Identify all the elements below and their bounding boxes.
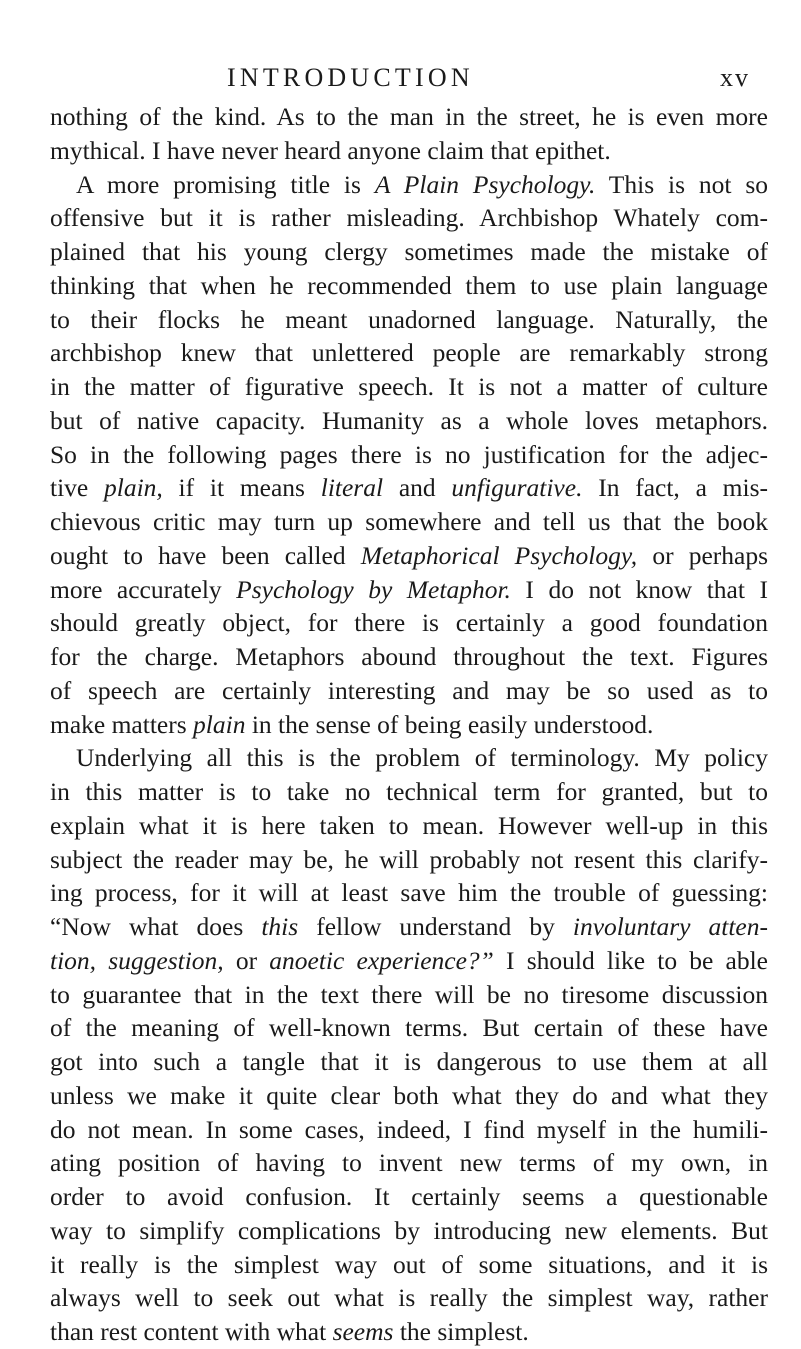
text-line: than rest content with what seems the simplest.	[50, 1317, 529, 1346]
italic-phrase: literal	[320, 473, 384, 503]
text-line: in the matter of figurative speech. It is not a matter of culture	[50, 372, 768, 401]
text-line: but of native capacity. Humanity as a whole loves metaphors.	[50, 405, 768, 435]
text-line: nothing of the kind. As to the man in the street, he is even more	[50, 102, 768, 131]
body-text	[50, 100, 768, 1349]
italic-phrase: involuntary atten-	[572, 912, 768, 941]
italic-phrase: Metaphorical Psychology,	[360, 540, 638, 570]
italic-phrase: Psychology by Metaphor.	[236, 574, 511, 604]
text-line: “Now what does this fellow understand by involuntary atten-	[50, 912, 768, 941]
text-line: it really is the simplest way out of some situations, and it is	[50, 1249, 768, 1279]
italic-phrase: unfigurative.	[451, 473, 583, 503]
italic-phrase: plain	[193, 709, 246, 739]
italic-phrase: plain,	[104, 473, 163, 503]
text-line: should greatly object, for there is certainly a good foundation	[50, 608, 768, 638]
text-line: for the charge. Metaphors abound throughout the text. Figures	[50, 642, 768, 671]
text-line: way to simplify complications by introducing new elements. But	[50, 1215, 768, 1245]
text-line: mythical. I have never heard anyone claim that epithet.	[50, 135, 611, 165]
text-line: thinking that when he recommended them to use plain language	[50, 270, 768, 300]
running-title: INTRODUCTION	[227, 63, 474, 92]
text-line: ating position of having to invent new terms of my own, in	[50, 1148, 768, 1178]
running-head	[0, 58, 801, 98]
text-line: always well to seek out what is really the simplest way, rather	[50, 1283, 768, 1313]
text-line: archbishop knew that unlettered people are remarkably strong	[50, 338, 768, 368]
text-line: of the meaning of well-known terms. But certain of these have	[50, 1013, 768, 1043]
italic-phrase: anoetic experience?”	[269, 945, 494, 975]
text-line: tive plain, if it means literal and unfigurative. In fact, a mis-	[50, 473, 768, 503]
italic-phrase: tion, suggestion,	[50, 945, 224, 975]
text-line: ought to have been called Metaphorical Psychology, or perhaps	[50, 540, 768, 570]
text-line: Underlying all this is the problem of terminology. My policy	[76, 743, 768, 773]
text-line: ing process, for it will at least save him the trouble of guessing:	[50, 878, 768, 908]
text-line: do not mean. In some cases, indeed, I find myself in the humili-	[50, 1114, 768, 1144]
italic-phrase: A Plain Psychology.	[374, 169, 596, 199]
italic-phrase: seems	[332, 1317, 394, 1346]
text-line: subject the reader may be, he will probably not resent this clarify-	[50, 844, 768, 874]
text-line: got into such a tangle that it is dangerous to use them at all	[50, 1047, 768, 1076]
text-line: in this matter is to take no technical term for granted, but to	[50, 777, 768, 806]
text-line: plained that his young clergy sometimes made the mistake of	[50, 237, 768, 266]
text-line: to their flocks he meant unadorned language. Naturally, the	[50, 304, 768, 334]
text-line: make matters plain in the sense of being easily understood.	[50, 709, 654, 739]
text-line: unless we make it quite clear both what they do and what they	[50, 1080, 768, 1110]
text-line: more accurately Psychology by Metaphor. I do not know that I	[50, 574, 768, 604]
text-line: order to avoid confusion. It certainly seems a questionable	[50, 1182, 768, 1211]
text-line: explain what it is here taken to mean. However well-up in this	[50, 810, 768, 840]
text-line: tion, suggestion, or anoetic experience?” I should like to be able	[50, 945, 768, 975]
text-line: So in the following pages there is no justification for the adjec-	[50, 439, 768, 469]
text-line: chievous critic may turn up somewhere and tell us that the book	[50, 507, 768, 536]
text-line: A more promising title is A Plain Psychology. This is not so	[76, 169, 768, 199]
page-number: xv	[720, 63, 750, 92]
text-line: of speech are certainly interesting and may be so used as to	[50, 675, 768, 705]
text-line: offensive but it is rather misleading. Archbishop Whately com-	[50, 203, 768, 233]
italic-phrase: this	[261, 912, 299, 941]
text-line: to guarantee that in the text there will be no tiresome discussion	[50, 979, 768, 1009]
